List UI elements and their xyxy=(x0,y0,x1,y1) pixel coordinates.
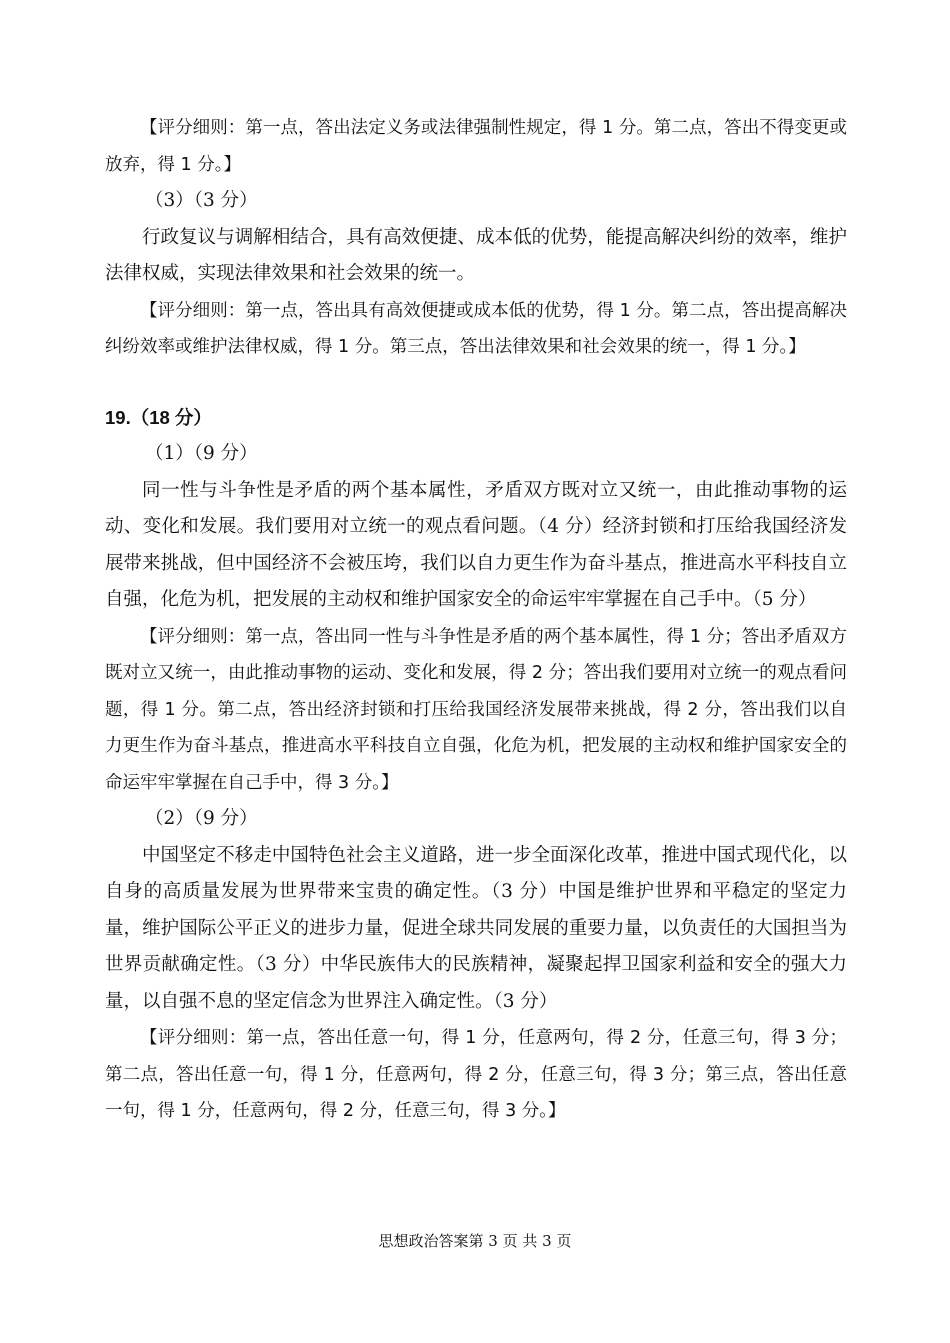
document-body xyxy=(105,110,847,1130)
scoring-rule-17-3: 【评分细则：第一点，答出具有高效便捷或成本低的优势，得 1 分。第二点，答出提高解决纠纷效率或维护法律权威，得 1 分。第三点，答出法律效果和社会效果的统一，得 1 分。】 xyxy=(105,300,847,357)
answer-19-1: 同一性与斗争性是矛盾的两个基本属性，矛盾双方既对立又统一，由此推动事物的运动、变化和发展。我们要用对立统一的观点看问题。（4 分）经济封锁和打压给我国经济发展带来挑战，但中国经济不会被压垮，我们以自力更生作为奋斗基点，推进高水平科技自立自强，化危为机，把发展的主动权和维护国家安全的命运牢牢掌握在自己手中。（5 分） xyxy=(105,479,847,610)
answer-17-3: 行政复议与调解相结合，具有高效便捷、成本低的优势，能提高解决纠纷的效率，维护法律权威，实现法律效果和社会效果的统一。 xyxy=(105,226,847,284)
scoring-rule-19-2: 【评分细则：第一点，答出任意一句，得 1 分，任意两句，得 2 分，任意三句，得 3 分；第二点，答出任意一句，得 1 分，任意两句，得 2 分，任意三句，得 3 分；第三点，答出任意一句，得 1 分，任意两句，得 2 分，任意三句，得 3 分。】 xyxy=(105,1028,847,1121)
scoring-rule-19-1: 【评分细则：第一点，答出同一性与斗争性是矛盾的两个基本属性，得 1 分；答出矛盾双方既对立又统一，由此推动事物的运动、变化和发展，得 2 分；答出我们要用对立统一的观点看问题，得 1 分。第二点，答出经济封锁和打压给我国经济发展带来挑战，得 2 分，答出我们以自力更生作为奋斗基点，推进高水平科技自立自强，化危为机，把发展的主动权和维护国家安全的命运牢牢掌握在自己手中，得 3 分。】 xyxy=(105,626,847,793)
subquestion-19-2-heading: （2）（9 分） xyxy=(145,808,258,829)
subquestion-19-1-heading: （1）（9 分） xyxy=(145,443,258,464)
answer-19-2: 中国坚定不移走中国特色社会主义道路，进一步全面深化改革，推进中国式现代化，以自身的高质量发展为世界带来宝贵的确定性。（3 分）中国是维护世界和平稳定的坚定力量，维护国际公平正义的进步力量，促进全球共同发展的重要力量，以负责任的大国担当为世界贡献确定性。（3 分）中华民族伟大的民族精神，凝聚起捍卫国家利益和安全的强大力量，以自强不息的坚定信念为世界注入确定性。（3 分） xyxy=(105,844,847,1012)
subquestion-17-3-heading: （3）（3 分） xyxy=(145,190,258,211)
scoring-rule-17-2: 【评分细则：第一点，答出法定义务或法律强制性规定，得 1 分。第二点，答出不得变更或放弃，得 1 分。】 xyxy=(105,118,847,175)
page-footer: 思想政治答案第 3 页 共 3 页 xyxy=(378,1232,572,1250)
question-19-heading: 19.（18 分） xyxy=(105,406,212,428)
